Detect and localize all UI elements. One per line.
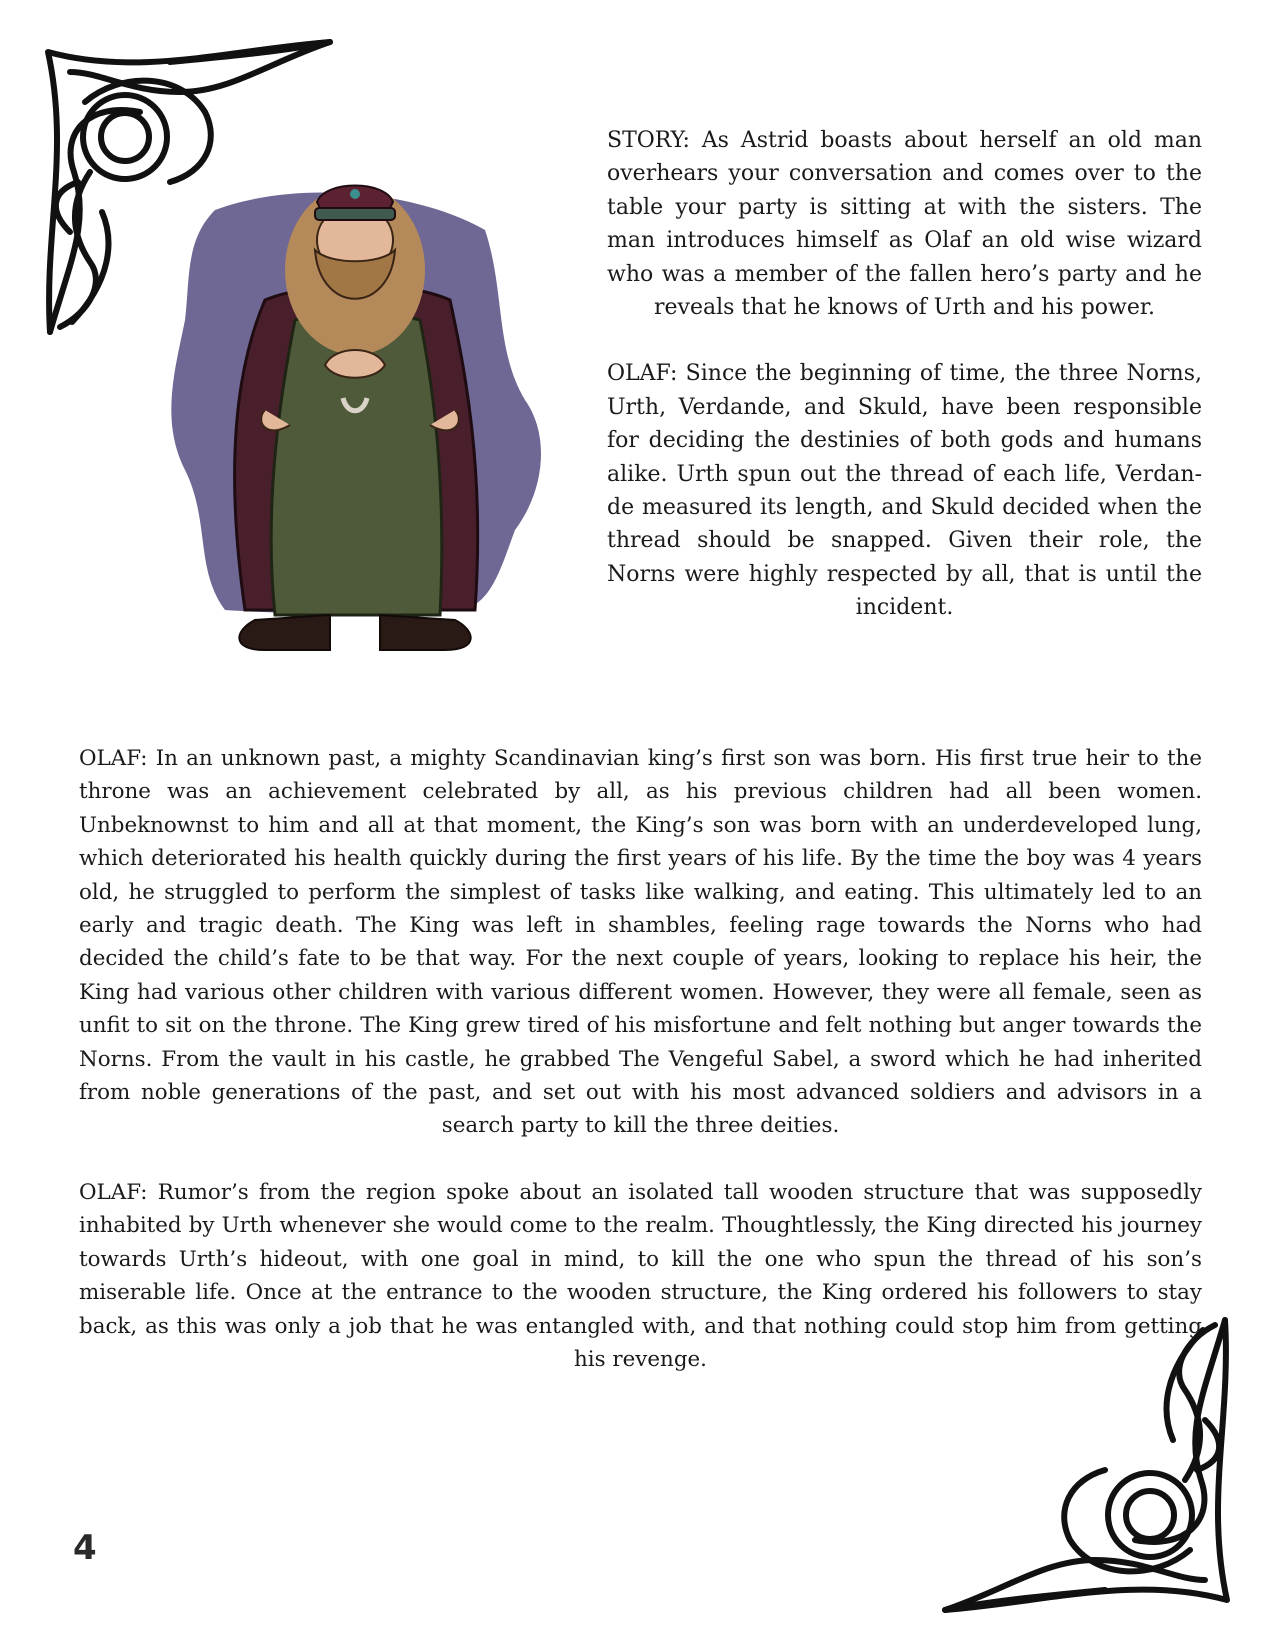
olaf-wizard-illustration [155,170,565,680]
olaf-rumor-paragraph: OLAF: Rumor’s from the region spoke about an isolated tall wooden structure that was supposedly inhabited by Urth whenever she would come to the realm. Thoughtlessly, the King directed his journey towards Urth’s hideout, with one goal in mind, to kill the one who spun the thread of his son’s miserable life. Once at the entrance to the wooden structure, the King ordered his followers to stay back, as this was only a job that he was entangled with, and that nothing could stop him from getting his revenge. [79,1179,1202,1372]
olaf-king-paragraph: OLAF: In an unknown past, a mighty Scandinavian king’s first son was born. His first true heir to the throne was an achievement celebrated by all, as his previous children had all been women. Unbeknownst to him and all at that moment, the King’s son was born with an underdeveloped lung, which deteriorated his health quickly during the first years of his life. By the time the boy was 4 years old, he struggled to perform the simplest of tasks like walking, and eating. This ultimately led to an early and tragic death. The King was left in shambles, feeling rage towards the Norns who had decided the child’s fate to be that way. For the next couple of years, looking to replace his heir, the King had various other children with various different women. However, they were all female, seen as unfit to sit on the throne. The King grew tired of his misfortune and felt nothing but anger towards the Norns. From the vault in his castle, he grabbed The Vengeful Sabel, a sword which he had inherited from noble generations of the past, and set out with his most advanced soldiers and advisors in a search party to kill the three deities. [79,746,1202,1139]
olaf-norns-paragraph: OLAF: Since the beginning of time, the three Norns, Urth, Verdande, and Skuld, have been responsible for deciding the destinies of both gods and humans alike. Urth spun out the thread of each life, Verdande measured its length, and Skuld decided when the thread should be snapped. Given their role, the Norns were highly respected by all, that is until the incident. [607,361,1202,621]
main-text-block [79,742,1202,1376]
page-number: 4 [73,1528,97,1568]
celtic-knot-corner-icon [925,1300,1245,1620]
intro-text-block [607,124,1202,625]
story-paragraph: STORY: As Astrid boasts about herself an old man overhears your conversation and comes over to the table your party is sitting at with the sisters. The man introduces himself as Olaf an old wise wizard who was a member of the fallen hero’s party and he reveals that he knows of Urth and his power. [607,128,1202,321]
